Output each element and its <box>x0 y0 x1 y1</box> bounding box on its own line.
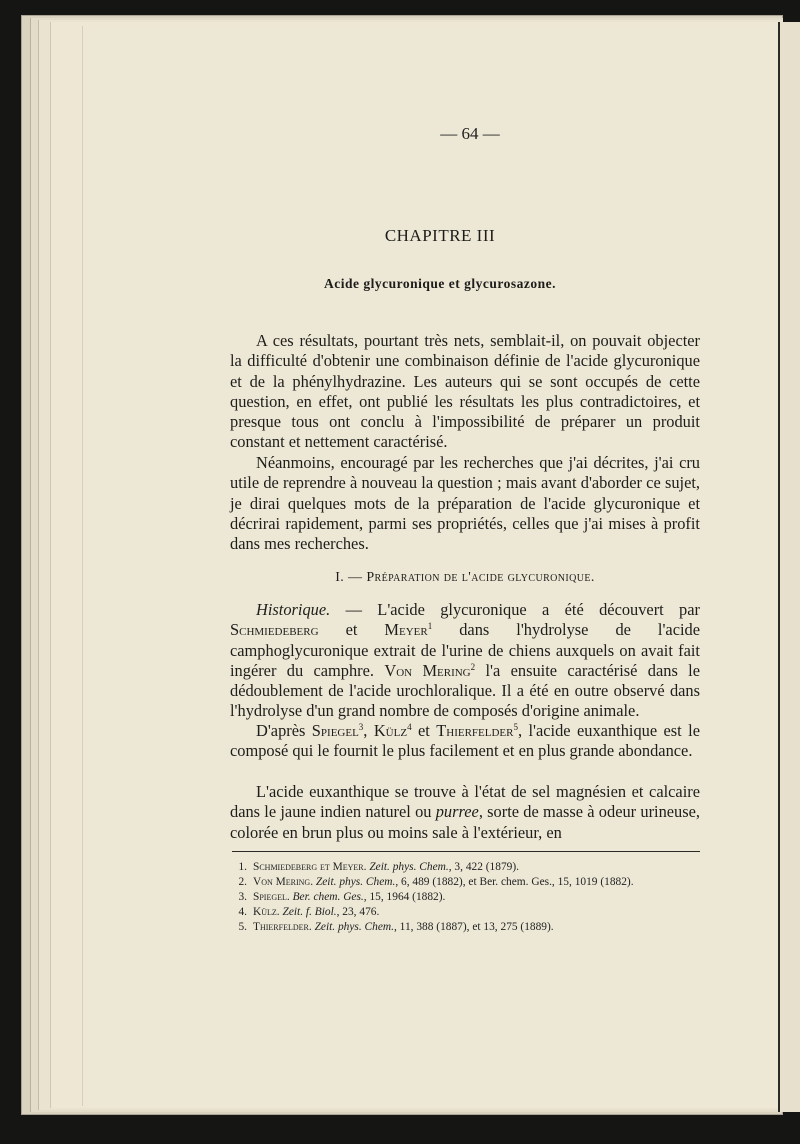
paragraph-text: Néanmoins, encouragé par les recherches que j'ai décrites, j'ai cru utile de reprendre à nouveau la question ; mais avant d'aborder ce sujet, je dirai quelques mots de la préparation de l'acide glycuronique et décrirai rapidement, parmi ses propriétés, celles que j'ai mises à profit dans mes recherches. <box>230 453 700 554</box>
paragraph <box>230 453 700 554</box>
footnote-author: Thierfelder. <box>253 921 312 934</box>
footnote-journal: Zeit. phys. Chem. <box>315 876 396 889</box>
paragraph-text <box>230 782 700 843</box>
paragraph <box>230 331 700 453</box>
text-run: , sorte de masse à odeur urineuse, colorée en brun plus ou moins sale à l'extérieur, en <box>230 802 700 842</box>
book-page <box>82 26 777 1106</box>
italic-term: purree <box>435 802 479 822</box>
author-name: Külz <box>373 721 408 740</box>
footnote-ref: 5 <box>513 722 518 732</box>
text-run: D'après <box>256 721 312 740</box>
footnote-author: Schmiedeberg et Meyer. <box>253 861 367 873</box>
footnote-number: 1. <box>238 861 247 873</box>
paragraph <box>230 600 700 722</box>
footnote <box>232 860 702 875</box>
facing-page-edge <box>778 22 800 1112</box>
paragraph-lead: Historique. <box>256 600 331 619</box>
footnote-number: 5. <box>238 921 247 934</box>
footnote-ref-text: , 3, 422 (1879). <box>448 861 519 873</box>
chapter-title: CHAPITRE III <box>384 226 496 245</box>
footnote-journal: Ber. chem. Ges. <box>292 891 364 904</box>
footnote-journal: Zeit. f. Biol. <box>282 906 337 919</box>
footnote-journal: Zeit. phys. Chem. <box>314 921 394 934</box>
footnote-ref: 1 <box>427 621 433 632</box>
chapter-subtitle: Acide glycuronique et glycurosazone. <box>324 276 556 291</box>
author-name: Thierfelder <box>436 721 514 740</box>
paragraph <box>230 721 700 762</box>
footnote-number: 2. <box>238 876 247 889</box>
page-number: — 64 — <box>440 124 500 143</box>
author-name: Meyer <box>384 620 428 640</box>
paragraph <box>230 782 700 843</box>
section-heading: I. — Préparation de l'acide glycuronique. <box>335 570 595 585</box>
footnote-author: Von Mering. <box>253 876 314 889</box>
text-run: , l'acide euxanthique est le composé qui le fournit le plus facilement et en plus grande abondance. <box>230 721 700 761</box>
text-run: et <box>318 620 385 640</box>
footnote-ref-text: , 6, 489 (1882), et Ber. chem. Ges., 15, 1019 (1882). <box>395 876 634 889</box>
text-run: l'a ensuite caractérisé dans le dédoublement de l'acide urochloralique. Il a été en outre observé dans l'hydrolyse d'un grand nombre de composés d'origine animale. <box>230 660 701 721</box>
footnote-ref-text: , 15, 1964 (1882). <box>363 891 446 904</box>
footnote <box>232 905 702 920</box>
footnote-number: 3. <box>238 891 247 904</box>
footnote <box>232 920 702 935</box>
footnote-ref: 3 <box>358 722 364 732</box>
author-name: Spiegel <box>311 721 359 740</box>
text-run: L'acide euxanthique se trouve à l'état de sel magnésien et calcaire dans le jaune indien naturel ou <box>230 782 700 822</box>
text-run: — L'acide glycuronique a été découvert par <box>330 600 700 619</box>
footnote-ref-text: , 23, 476. <box>336 906 380 919</box>
author-name: Schmiedeberg <box>230 620 319 640</box>
footnote-author: Spiegel. <box>253 891 290 904</box>
footnote <box>232 875 702 890</box>
paragraph-text <box>230 721 700 762</box>
footnotes <box>232 860 702 935</box>
paragraph-text: A ces résultats, pourtant très nets, semblait-il, on pouvait objecter la difficulté d'obtenir une combinaison définie de l'acide glycuronique et de la phénylhydrazine. Les auteurs qui se sont occupés de cette question, en effet, ont publié les résultats les plus contradictoires, et presque tous ont conclu à l'impossibilité de préparer un produit constant et nettement caractérisé. <box>230 331 700 452</box>
text-run: dans l'hydrolyse de l'acide camphoglycuronique extrait de l'urine de chiens auxquels on avait fait ingérer du camphre. <box>230 620 700 680</box>
footnote-author: Külz. <box>253 906 280 919</box>
footnote-ref: 4 <box>407 722 412 732</box>
footnote-journal: Zeit. phys. Chem. <box>369 861 449 873</box>
footnote-number: 4. <box>238 906 247 919</box>
footnote <box>232 890 702 905</box>
footnote-rule <box>232 851 700 852</box>
author-name: Von Mering <box>384 660 471 680</box>
footnote-ref: 2 <box>470 661 476 672</box>
text-run: et <box>411 721 437 740</box>
text-run: , <box>363 721 374 740</box>
paragraph-text <box>230 600 700 722</box>
footnote-ref-text: , 11, 388 (1887), et 13, 275 (1889). <box>393 921 554 934</box>
